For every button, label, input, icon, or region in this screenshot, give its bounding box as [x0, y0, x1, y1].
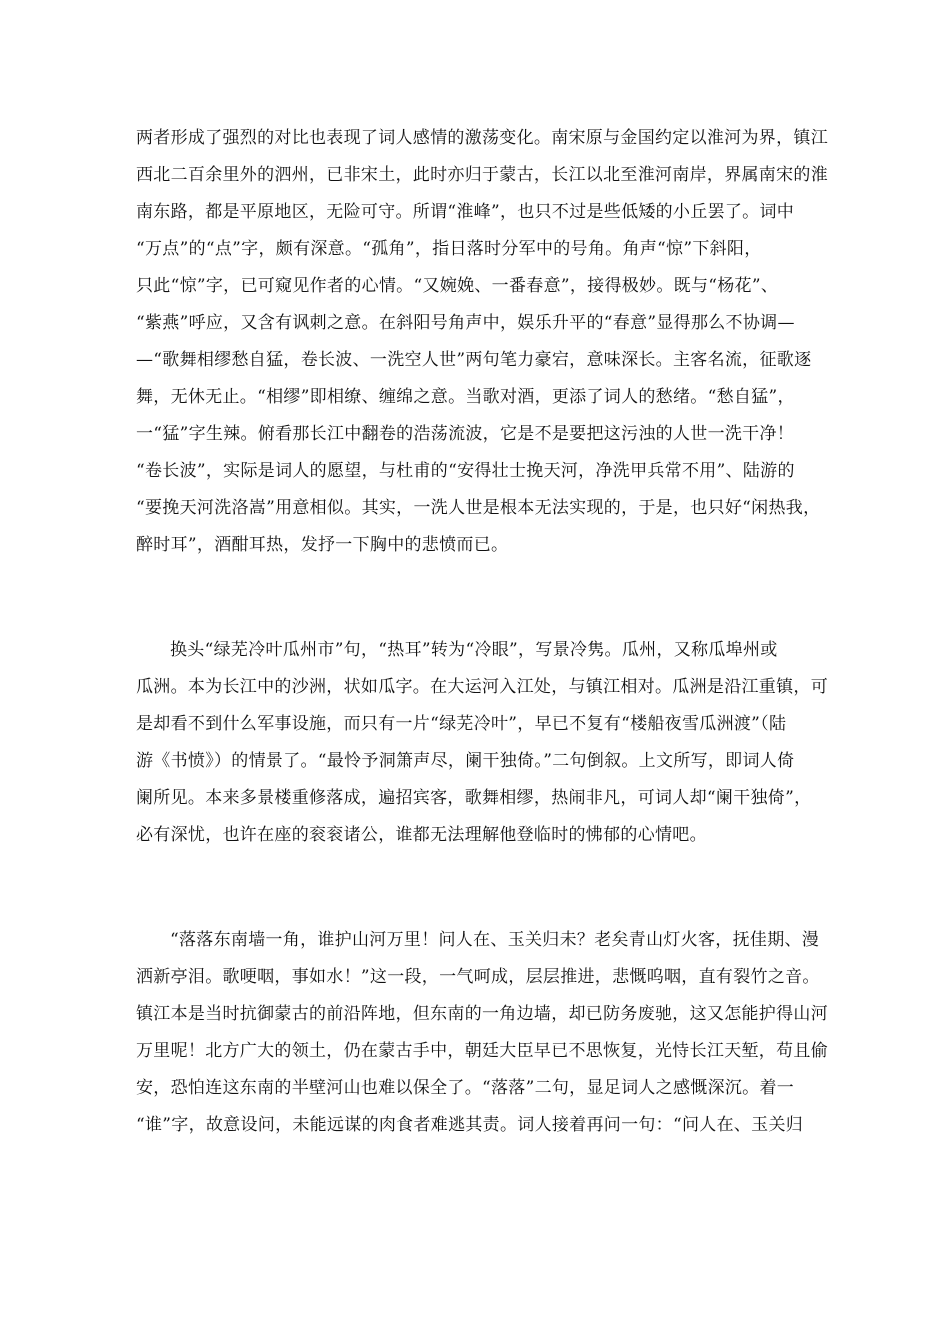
text-line: 西北二百余里外的泗州，已非宋土，此时亦归于蒙古，长江以北至淮河南岸，界属南宋的淮: [136, 165, 828, 185]
text-line: 换头“绿芜冷叶瓜州市”句，“热耳”转为“冷眼”，写景冷隽。瓜州，又称瓜埠州或: [170, 640, 778, 660]
text-line: 两者形成了强烈的对比也表现了词人感情的激荡变化。南宋原与金国约定以淮河为界，镇江: [136, 128, 828, 148]
text-line: 只此“惊”字，已可窥见作者的心情。“又婉娩、一番春意”，接得极妙。既与“杨花”、: [136, 276, 779, 296]
text-line: “落落东南墙一角，谁护山河万里！问人在、玉关归未？老矣青山灯火客，抚佳期、漫: [170, 930, 820, 950]
text-line: “要挽天河洗洛嵩”用意相似。其实，一洗人世是根本无法实现的，于是，也只好“闲热我，: [136, 498, 821, 518]
text-line: “卷长波”，实际是词人的愿望，与杜甫的“安得壮士挽天河，净洗甲兵常不用”、陆游的: [136, 461, 795, 481]
text-line: 万里呢！北方广大的领土，仍在蒙古手中，朝廷大臣早已不思恢复，光恃长江天堑，苟且偷: [136, 1041, 828, 1061]
text-line: 是却看不到什么军事设施，而只有一片“绿芜冷叶”，早已不复有“楼船夜雪瓜洲渡”（陆: [136, 714, 787, 734]
text-line: —“歌舞相缪愁自猛，卷长波、一洗空人世”两句笔力豪宕，意味深长。主客名流，征歌逐: [136, 350, 812, 370]
text-line: 洒新亭泪。歌哽咽，事如水！”这一段，一气呵成，层层推进，悲慨呜咽，直有裂竹之音。: [136, 967, 820, 987]
text-line: “万点”的“点”字，颇有深意。“孤角”，指日落时分军中的号角。角声“惊”下斜阳，: [136, 239, 762, 259]
text-line: 一“猛”字生辣。俯看那长江中翻卷的浩荡流波，它是不是要把这污浊的人世一洗干净！: [136, 424, 795, 444]
text-line: 镇江本是当时抗御蒙古的前沿阵地，但东南的一角边墙，却已防务废驰，这又怎能护得山河: [136, 1004, 828, 1024]
text-line: 阑所见。本来多景楼重修落成，遍招宾客，歌舞相缪，热闹非凡，可词人却“阑干独倚”，: [136, 788, 812, 808]
text-line: 醉时耳”，酒酣耳热，发抒一下胸中的悲愤而已。: [136, 535, 509, 555]
text-line: “紫燕”呼应，又含有讽刺之意。在斜阳号角声中，娱乐升平的“春意”显得那么不协调—: [136, 313, 795, 333]
text-line: 游《书愤》）的情景了。“最怜予洞箫声尽，阑干独倚。”二句倒叙。上文所写，即词人倚: [136, 751, 795, 771]
text-line: 南东路，都是平原地区，无险可守。所谓“淮峰”，也只不过是些低矮的小丘罢了。词中: [136, 202, 795, 222]
text-line: 瓜洲。本为长江中的沙洲，状如瓜字。在大运河入江处，与镇江相对。瓜洲是沿江重镇，可: [136, 677, 828, 697]
text-line: 必有深忧，也许在座的衮衮诸公，谁都无法理解他登临时的怫郁的心情吧。: [136, 825, 707, 845]
text-line: “谁”字，故意设问，未能远谋的肉食者难逃其责。词人接着再问一句：“问人在、玉关归: [136, 1115, 804, 1135]
text-line: 安，恐怕连这东南的半壁河山也难以保全了。“落落”二句，显足词人之感慨深沉。着一: [136, 1078, 795, 1098]
text-line: 舞，无休无止。“相缪”即相缭、缠绵之意。当歌对酒，更添了词人的愁绪。“愁自猛”，: [136, 387, 795, 407]
